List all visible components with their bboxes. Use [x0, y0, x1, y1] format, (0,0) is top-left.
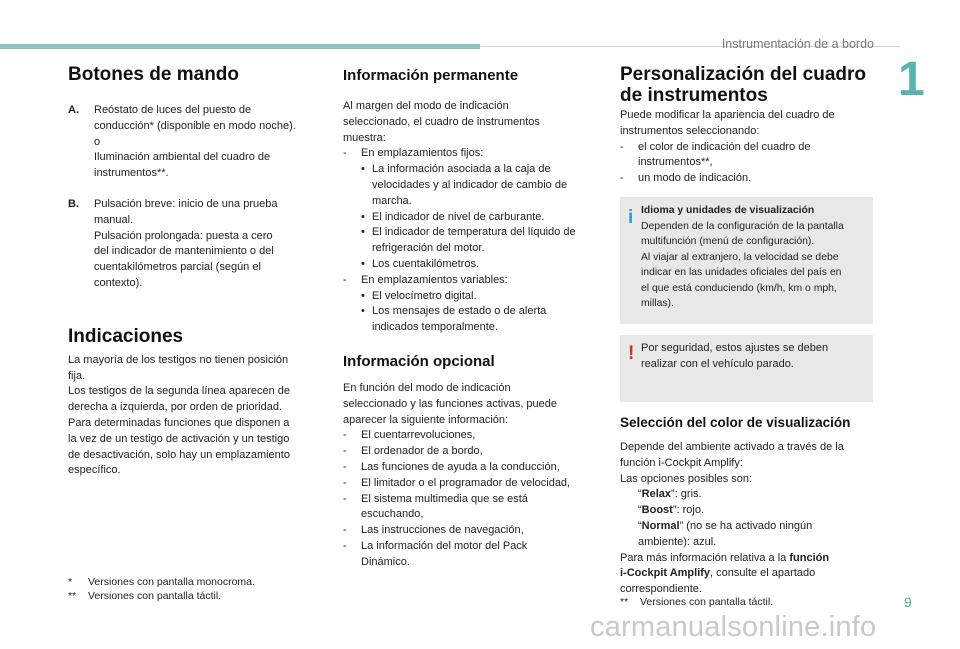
definition-text [94, 197, 277, 292]
list-item-text [361, 428, 475, 444]
definition-key: B. [68, 197, 79, 210]
text-line: El velocímetro digital. [372, 289, 477, 302]
heading-personalization [620, 64, 874, 106]
text-line: el que está conduciendo (km/h, km o mph, [641, 282, 837, 294]
text-line: fija. [68, 369, 86, 382]
text-line: contexto). [94, 276, 143, 289]
definition-a [68, 103, 314, 182]
heading-indications: Indicaciones [68, 325, 184, 347]
text-line: indicados temporalmente. [372, 321, 498, 334]
list-item [620, 171, 874, 187]
text-line: El ordenador de a bordo, [361, 445, 483, 458]
text-line: Dependen de la configuración de la pantalla [641, 220, 844, 232]
dash-marker: - [343, 476, 347, 489]
text-line: millas). [641, 298, 674, 309]
text-line [638, 487, 702, 503]
definition-key: A. [68, 104, 79, 116]
list-item-text [361, 476, 570, 492]
heading-controls: Botones de mando [68, 64, 240, 85]
option-name: Relax [641, 488, 672, 501]
text-line: Al margen del modo de indicación [343, 100, 509, 112]
dash-marker: - [343, 492, 347, 505]
text-line: Los cuentakilómetros. [372, 257, 479, 270]
definition-text [94, 103, 296, 182]
list-item [343, 460, 603, 476]
warning-icon: ! [628, 343, 635, 364]
footnote-touchscreen-col3 [620, 595, 773, 609]
bullet-marker: • [361, 257, 365, 270]
list-item-text [361, 444, 483, 460]
text-line: un modo de indicación. [638, 172, 752, 185]
heading-line: Personalización del cuadro [620, 64, 867, 85]
option-marker [620, 519, 638, 551]
list-item-text [372, 257, 479, 273]
text-line: manual. [94, 213, 134, 226]
text-line: Al viajar al extranjero, la velocidad se debe [641, 251, 839, 263]
text-line: instrumentos**. [94, 167, 169, 180]
list-item [343, 428, 603, 444]
text-line: La información asociada a la caja de [372, 163, 551, 176]
list-item [343, 304, 603, 336]
text-line: la vez de un testigo de activación y un testigo [68, 432, 290, 445]
footnote-mark: ** [620, 596, 629, 608]
option-value: ” (no se ha activado ningún [679, 519, 813, 532]
text-line: instrumentos seleccionando: [620, 124, 760, 137]
text-line: Depende del ambiente activado a través de la [620, 441, 844, 453]
text-line: Pulsación prolongada: puesta a cero [94, 229, 273, 242]
page-number: 9 [904, 594, 912, 610]
definition-b [68, 197, 314, 292]
bullet-marker: • [361, 226, 365, 239]
section-title: Instrumentación de a bordo [721, 37, 874, 51]
watermark: carmanualsonline.info [590, 611, 877, 643]
quote-mark: “ [638, 488, 642, 501]
list-item [343, 146, 603, 162]
text-line: derecha a izquierda, por orden de prioridad. [68, 401, 283, 414]
text-line: aparecer la siguiente información: [343, 413, 509, 426]
text-line: Las funciones de ayuda a la conducción, [361, 460, 560, 473]
text-line: seleccionado, el cuadro de instrumentos [343, 115, 540, 128]
footnote-touchscreen [68, 589, 221, 603]
option-marker [620, 503, 638, 519]
list-item-text: En emplazamientos fijos: [361, 147, 484, 160]
text-line: indicar en las unidades oficiales del país en [641, 267, 842, 278]
text-line: Las opciones posibles son: [620, 472, 753, 485]
bullet-marker: • [361, 305, 365, 318]
text-line: El indicador de nivel de carburante. [372, 210, 545, 223]
list-item-text [372, 225, 576, 257]
footnote-mark: ** [68, 590, 77, 602]
dash-marker: - [343, 539, 347, 552]
list-item [343, 210, 603, 226]
option-name: Boost [641, 504, 673, 517]
text-line: En función del modo de indicación [343, 381, 511, 394]
dash-marker: - [620, 172, 624, 185]
heading-display-color: Selección del color de visualización [620, 415, 851, 430]
list-item [620, 503, 874, 519]
text-line: específico. [68, 464, 121, 477]
text-line: El limitador o el programador de velocidad, [361, 476, 571, 489]
footnote-text: Versiones con pantalla táctil. [640, 596, 774, 608]
text-line: muestra: [343, 131, 386, 144]
column-personalization [620, 64, 874, 187]
text-line: conducción* (disponible en modo noche). [94, 119, 296, 132]
text-run: Para más información relativa a la [620, 551, 790, 564]
info-icon: i [628, 207, 634, 228]
text-line: Iluminación ambiental del cuadro de [94, 151, 271, 164]
option-value: ”: rojo. [672, 504, 705, 517]
text-run-bold: i-Cockpit Amplify [620, 567, 711, 580]
column-controls [68, 64, 314, 479]
text-line: cuentakilómetros parcial (según el [94, 261, 261, 274]
text-line: Dinámico. [361, 555, 410, 568]
option-value: ”: gris. [671, 488, 702, 501]
bullet-marker: • [361, 210, 365, 223]
list-item-text [361, 492, 528, 524]
dash-marker: - [343, 524, 347, 537]
text-line: Puede modificar la apariencia del cuadro de [620, 109, 835, 121]
section-display-color [620, 414, 874, 598]
text-line: Los mensajes de estado o de alerta [372, 305, 547, 318]
text-run-bold: función [789, 551, 830, 564]
list-item-text [372, 304, 546, 336]
text-run: , consulte el apartado [710, 567, 816, 580]
list-item-text [638, 140, 810, 172]
text-line: La información del motor del Pack [361, 539, 528, 552]
text-line: escuchando, [361, 508, 424, 521]
list-item-text [638, 487, 702, 503]
text-line [638, 503, 704, 519]
list-item [343, 444, 603, 460]
list-item-text [361, 460, 560, 476]
list-item [343, 523, 603, 539]
option-marker [620, 487, 638, 503]
text-line: de desactivación, solo hay un emplazamiento [68, 448, 290, 461]
text-line: Los testigos de la segunda línea aparecen de [68, 385, 290, 398]
text-line: multifunción (menú de configuración). [641, 236, 815, 247]
chapter-number: 1 [898, 53, 925, 106]
list-item-text [372, 162, 567, 209]
list-item [620, 487, 874, 503]
text-line: o [94, 135, 101, 148]
text-line: el color de indicación del cuadro de [638, 140, 811, 153]
text-line [620, 566, 874, 582]
list-item [343, 492, 603, 524]
text-line: refrigeración del motor. [372, 242, 485, 255]
list-item-text [361, 539, 527, 571]
footnote-text: Versiones con pantalla táctil. [88, 590, 222, 602]
text-line: Las instrucciones de navegación, [361, 524, 524, 537]
text-line: ambiente): azul. [638, 535, 717, 548]
list-item [343, 273, 603, 289]
info-box-title: Idioma y unidades de visualización [641, 205, 815, 216]
header-accent-bar [0, 44, 480, 49]
info-box-text [641, 203, 865, 312]
text-line: El indicador de temperatura del líquido de [372, 226, 576, 239]
dash-marker: - [343, 147, 347, 160]
dash-marker: - [620, 140, 624, 153]
text-line: correspondiente. [620, 583, 702, 596]
list-item-text: En emplazamientos variables: [361, 273, 508, 286]
list-item-text [638, 519, 812, 551]
text-line [620, 551, 874, 567]
dash-marker: - [343, 445, 347, 458]
dash-marker: - [343, 460, 347, 473]
warning-box-safety [620, 335, 873, 402]
list-item [620, 140, 874, 172]
list-item [343, 289, 603, 305]
list-item-text [372, 210, 544, 226]
text-line: función i-Cockpit Amplify: [620, 456, 743, 469]
indications-paragraph [68, 353, 314, 479]
dash-marker: - [343, 429, 347, 442]
text-line: Pulsación breve: inicio de una prueba [94, 197, 278, 210]
text-line: El cuentarrevoluciones, [361, 429, 476, 442]
column-information [343, 64, 603, 571]
list-item [343, 225, 603, 257]
list-item [343, 162, 603, 209]
footnote-text: Versiones con pantalla monocroma. [88, 576, 255, 588]
list-item [343, 476, 603, 492]
list-item-text [361, 523, 524, 539]
text-line: del indicador de mantenimiento o del [94, 245, 274, 258]
text-line: seleccionado y las funciones activas, puede [343, 397, 558, 410]
dash-marker: - [343, 273, 347, 286]
list-item-text [638, 503, 704, 519]
info-box-language-units [620, 197, 873, 324]
list-item [343, 539, 603, 571]
quote-mark: “ [638, 504, 642, 517]
option-name: Normal [641, 519, 680, 532]
heading-line: de instrumentos [620, 85, 768, 106]
text-line: Para determinadas funciones que disponen a [68, 416, 290, 429]
text-line: El sistema multimedia que se está [361, 492, 528, 505]
text-line: instrumentos**, [638, 156, 713, 169]
text-line: Por seguridad, estos ajustes se deben [641, 342, 829, 354]
text-line [638, 519, 812, 535]
list-item-text [372, 289, 477, 305]
heading-permanent-info: Información permanente [343, 67, 519, 84]
text-line: marcha. [372, 194, 412, 207]
footnote-mark: * [68, 576, 73, 588]
list-item-text [638, 171, 751, 187]
bullet-marker: • [361, 163, 365, 176]
list-item [620, 519, 874, 551]
text-line: velocidades y al indicador de cambio de [372, 178, 568, 191]
text-line: La mayoría de los testigos no tienen posición [68, 353, 289, 366]
quote-mark: “ [638, 519, 642, 532]
footnote-monochrome [68, 575, 255, 589]
text-line: Reóstato de luces del puesto de [94, 104, 252, 116]
list-item [343, 257, 603, 273]
heading-optional-info: Información opcional [343, 352, 495, 370]
bullet-marker: • [361, 289, 365, 302]
warning-box-text [641, 341, 865, 373]
text-line: realizar con el vehículo parado. [641, 357, 794, 370]
